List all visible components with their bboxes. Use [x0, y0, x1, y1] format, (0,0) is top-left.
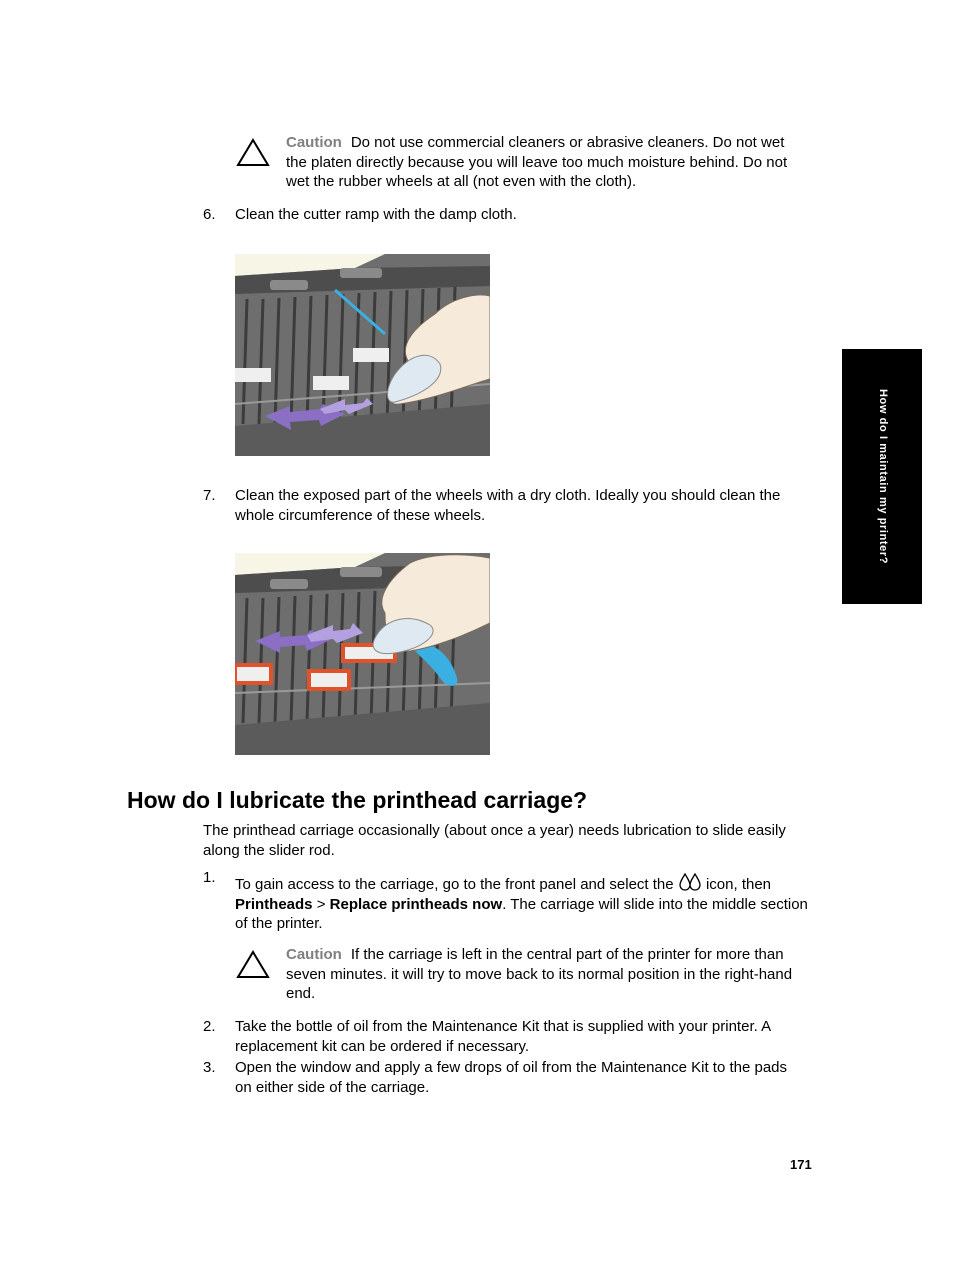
step-text: [235, 872, 815, 934]
step-number: 3.: [203, 1059, 216, 1076]
caution-note-1: [286, 133, 806, 192]
step-number: 2.: [203, 1018, 216, 1035]
section-title: How do I lubricate the printhead carriage?: [127, 787, 588, 813]
caution-icon: [236, 950, 270, 980]
wheels-illustration: [235, 553, 490, 755]
step-text: Clean the exposed part of the wheels with a dry cloth. Ideally you should clean the whole circumference of these wheels.: [235, 487, 781, 524]
step-1-text-before: To gain access to the carriage, go to the front panel and select the: [235, 876, 674, 893]
menu-separator: >: [316, 895, 326, 913]
caution-icon: [236, 138, 270, 168]
section-intro: The printhead carriage occasionally (about once a year) needs lubrication to slide easily along the slider rod.: [203, 822, 786, 859]
menu-replace-printheads: Replace printheads now: [329, 895, 503, 913]
step-text: Clean the cutter ramp with the damp cloth.: [235, 206, 517, 223]
caution-note-2: [286, 945, 796, 1004]
ink-drops-icon: [678, 872, 702, 892]
cutter-ramp-illustration: [235, 254, 490, 456]
caution-text: If the carriage is left in the central part of the printer for more than seven minutes. it will try to move back to its normal position in the right-hand end.: [286, 946, 793, 1002]
caution-label: Caution: [286, 134, 342, 151]
step-1-text-end: . The carriage will slide into the middle section of the printer.: [235, 895, 808, 932]
step-text: Open the window and apply a few drops of oil from the Maintenance Kit to the pads on either side of the carriage.: [235, 1059, 787, 1096]
side-tab: [842, 349, 922, 604]
menu-printheads: Printheads: [235, 895, 313, 913]
caution-text: Do not use commercial cleaners or abrasive cleaners. Do not wet the platen directly because you will leave too much moisture behind. Do not wet the rubber wheels at all (not even with the cloth).: [286, 134, 788, 190]
caution-label: Caution: [286, 946, 342, 963]
step-text: Take the bottle of oil from the Maintenance Kit that is supplied with your printer. A replacement kit can be ordered if necessary.: [235, 1018, 771, 1055]
step-1-text-after: icon, then: [705, 876, 772, 893]
step-number: 1.: [203, 869, 216, 886]
page-number: 171: [790, 1157, 812, 1172]
step-number: 6.: [203, 206, 216, 223]
side-tab-label: How do I maintain my printer?: [876, 388, 889, 565]
step-number: 7.: [203, 487, 216, 504]
